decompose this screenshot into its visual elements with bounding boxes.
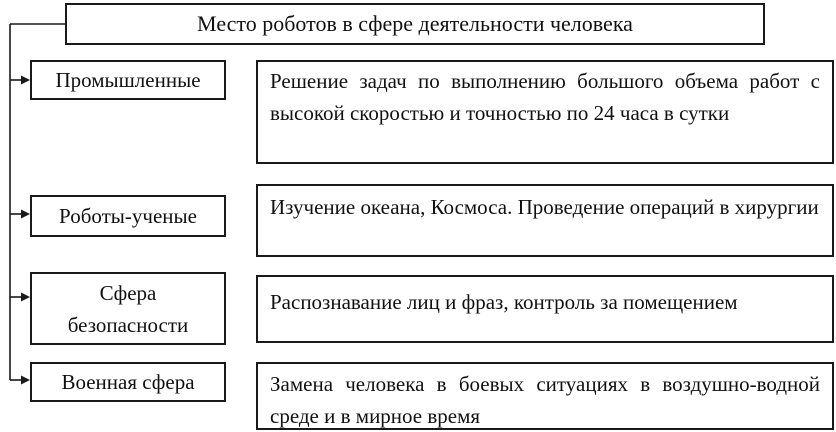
arrow-head-4 xyxy=(21,376,30,385)
category-description: Замена человека в боевых ситуациях в воздушно-водной среде и в мирное время xyxy=(270,372,820,428)
category-description: Изучение океана, Космоса. Проведение операций в хирургии xyxy=(270,195,819,219)
description-box-scientist-robots xyxy=(256,184,834,257)
category-label: Роботы-ученые xyxy=(59,204,197,228)
category-label: Сфера безопасности xyxy=(67,280,189,337)
category-label: Военная сфера xyxy=(61,370,195,394)
category-box-military xyxy=(30,362,226,402)
category-box-security xyxy=(30,272,226,345)
category-box-industrial xyxy=(30,60,226,100)
category-box-scientist-robots xyxy=(30,195,226,237)
category-description: Распознавание лиц и фраз, контроль за помещением xyxy=(270,290,738,314)
description-box-military xyxy=(256,362,834,430)
description-box-security xyxy=(256,275,834,343)
category-label: Промышленные xyxy=(55,68,201,92)
arrow-head-3 xyxy=(21,293,30,302)
description-box-industrial xyxy=(256,60,834,164)
diagram-title xyxy=(65,3,765,45)
diagram-title-text: Место роботов в сфере деятельности человека xyxy=(197,11,633,36)
arrow-head-2 xyxy=(21,210,30,219)
category-description: Решение задач по выполнению большого объема работ с высокой скоростью и точностью по 24 часа в сутки xyxy=(270,69,820,125)
arrow-head-1 xyxy=(21,76,30,85)
